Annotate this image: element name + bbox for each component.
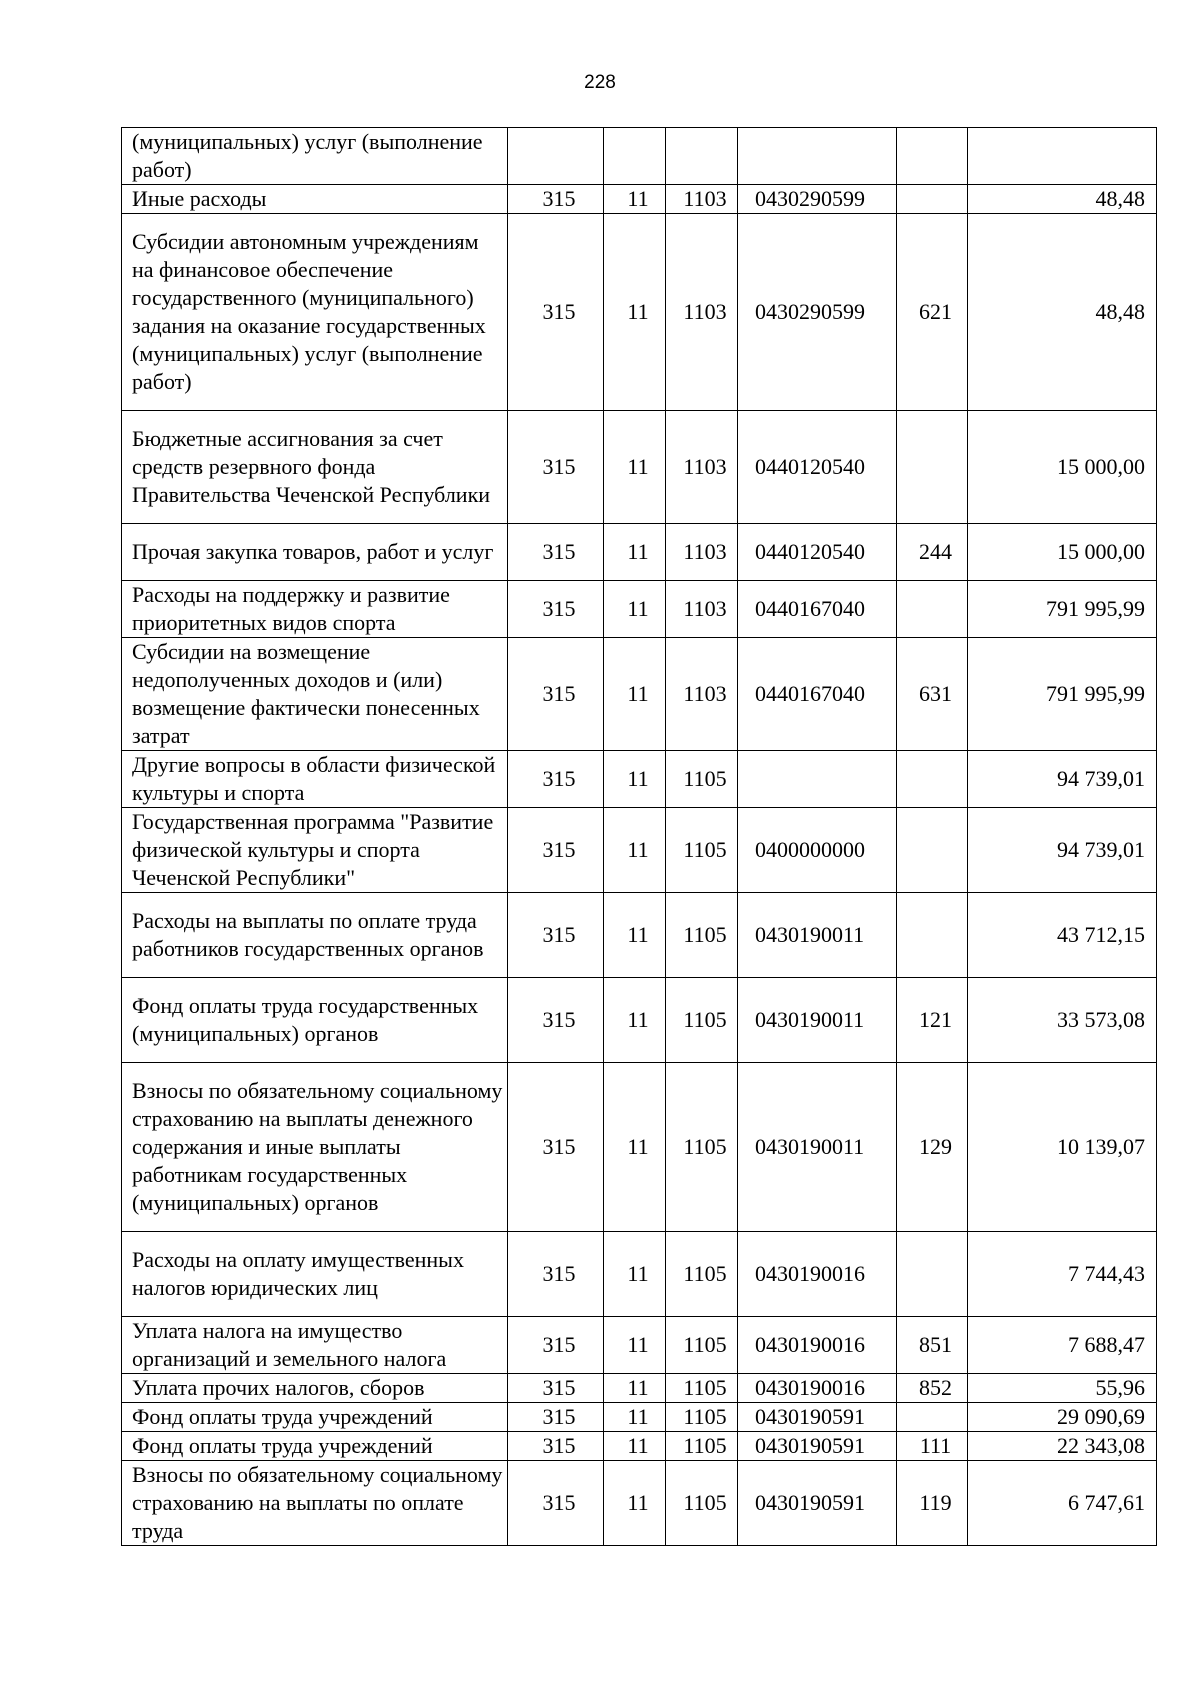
table-row [122,1461,1157,1546]
row-pr: 1105 [666,1461,738,1546]
row-rz: 11 [604,978,666,1063]
row-sum: 791 995,99 [968,638,1157,751]
row-sum: 15 000,00 [968,411,1157,524]
row-pr [666,128,738,185]
budget-table [121,127,1157,1546]
row-vr: 851 [897,1317,968,1374]
row-pr: 1103 [666,214,738,411]
row-pr: 1105 [666,751,738,808]
row-name: Иные расходы [122,185,508,214]
row-sum: 94 739,01 [968,808,1157,893]
table-row [122,524,1157,581]
row-pr: 1105 [666,1432,738,1461]
row-rz: 11 [604,808,666,893]
row-vr [897,581,968,638]
table-row [122,581,1157,638]
row-sum: 33 573,08 [968,978,1157,1063]
row-pr: 1105 [666,1063,738,1232]
row-name: Другие вопросы в области физической культуры и спорта [122,751,508,808]
row-vr [897,185,968,214]
row-vr [897,411,968,524]
row-grbs: 315 [508,1432,604,1461]
row-sum: 29 090,69 [968,1403,1157,1432]
row-rz: 11 [604,185,666,214]
row-sum: 22 343,08 [968,1432,1157,1461]
row-grbs: 315 [508,638,604,751]
table-row [122,638,1157,751]
table-row [122,1374,1157,1403]
row-sum: 48,48 [968,214,1157,411]
row-name: (муниципальных) услуг (выполнение работ) [122,128,508,185]
row-name: Бюджетные ассигнования за счет средств резервного фонда Правительства Чеченской Республики [122,411,508,524]
row-sum: 7 744,43 [968,1232,1157,1317]
row-grbs: 315 [508,751,604,808]
row-grbs: 315 [508,1232,604,1317]
row-rz: 11 [604,1063,666,1232]
row-grbs: 315 [508,1317,604,1374]
row-tsr: 0430190016 [738,1317,897,1374]
row-tsr: 0430290599 [738,214,897,411]
row-vr: 631 [897,638,968,751]
row-pr: 1103 [666,185,738,214]
row-name: Расходы на оплату имущественных налогов юридических лиц [122,1232,508,1317]
row-tsr: 0430190591 [738,1461,897,1546]
row-name: Прочая закупка товаров, работ и услуг [122,524,508,581]
row-rz: 11 [604,1403,666,1432]
table-row [122,893,1157,978]
row-sum: 15 000,00 [968,524,1157,581]
row-vr [897,1232,968,1317]
row-sum: 55,96 [968,1374,1157,1403]
row-rz: 11 [604,1232,666,1317]
row-name: Субсидии на возмещение недополученных доходов и (или) возмещение фактически понесенных затрат [122,638,508,751]
table-body [122,128,1157,1546]
row-name: Фонд оплаты труда учреждений [122,1432,508,1461]
page-number: 228 [584,72,616,93]
row-pr: 1103 [666,581,738,638]
row-pr: 1103 [666,411,738,524]
row-name: Уплата налога на имущество организаций и земельного налога [122,1317,508,1374]
row-sum: 43 712,15 [968,893,1157,978]
row-sum: 791 995,99 [968,581,1157,638]
row-rz: 11 [604,214,666,411]
row-rz: 11 [604,1461,666,1546]
row-pr: 1105 [666,1374,738,1403]
row-name: Уплата прочих налогов, сборов [122,1374,508,1403]
row-name: Государственная программа "Развитие физической культуры и спорта Чеченской Республики" [122,808,508,893]
row-pr: 1103 [666,524,738,581]
row-tsr [738,751,897,808]
row-rz: 11 [604,411,666,524]
row-grbs: 315 [508,1461,604,1546]
row-tsr: 0430190591 [738,1403,897,1432]
row-tsr: 0430190016 [738,1374,897,1403]
row-pr: 1103 [666,638,738,751]
row-rz: 11 [604,893,666,978]
row-tsr: 0440167040 [738,638,897,751]
row-grbs: 315 [508,1374,604,1403]
row-tsr: 0440167040 [738,581,897,638]
row-pr: 1105 [666,808,738,893]
row-grbs: 315 [508,185,604,214]
row-name: Фонд оплаты труда государственных (муниципальных) органов [122,978,508,1063]
table-row [122,808,1157,893]
row-sum: 94 739,01 [968,751,1157,808]
row-vr [897,1403,968,1432]
row-pr: 1105 [666,978,738,1063]
table-row [122,1317,1157,1374]
row-rz: 11 [604,638,666,751]
row-tsr: 0430190011 [738,978,897,1063]
row-tsr: 0440120540 [738,411,897,524]
row-vr: 852 [897,1374,968,1403]
row-vr: 129 [897,1063,968,1232]
row-rz: 11 [604,524,666,581]
table-row [122,128,1157,185]
row-tsr [738,128,897,185]
row-grbs: 315 [508,214,604,411]
row-grbs: 315 [508,893,604,978]
row-vr: 621 [897,214,968,411]
row-rz: 11 [604,581,666,638]
row-vr: 121 [897,978,968,1063]
row-name: Взносы по обязательному социальному страхованию на выплаты денежного содержания и иные выплаты работникам государственных (муниципальных) органов [122,1063,508,1232]
row-grbs [508,128,604,185]
row-grbs: 315 [508,978,604,1063]
row-grbs: 315 [508,581,604,638]
row-pr: 1105 [666,1232,738,1317]
row-rz: 11 [604,1374,666,1403]
row-sum [968,128,1157,185]
row-name: Расходы на выплаты по оплате труда работников государственных органов [122,893,508,978]
row-tsr: 0430190591 [738,1432,897,1461]
row-sum: 10 139,07 [968,1063,1157,1232]
row-name: Взносы по обязательному социальному страхованию на выплаты по оплате труда [122,1461,508,1546]
table-row [122,1403,1157,1432]
table-row [122,1063,1157,1232]
row-name: Расходы на поддержку и развитие приоритетных видов спорта [122,581,508,638]
row-vr [897,808,968,893]
row-vr: 111 [897,1432,968,1461]
row-pr: 1105 [666,1317,738,1374]
row-rz: 11 [604,1317,666,1374]
row-tsr: 0430190011 [738,893,897,978]
row-vr: 244 [897,524,968,581]
table-row [122,1432,1157,1461]
row-grbs: 315 [508,411,604,524]
row-vr: 119 [897,1461,968,1546]
row-tsr: 0430190016 [738,1232,897,1317]
row-pr: 1105 [666,893,738,978]
table-row [122,411,1157,524]
row-sum: 48,48 [968,185,1157,214]
row-tsr: 0440120540 [738,524,897,581]
table-row [122,978,1157,1063]
row-vr [897,893,968,978]
row-rz: 11 [604,1432,666,1461]
row-grbs: 315 [508,524,604,581]
row-vr [897,128,968,185]
row-rz: 11 [604,751,666,808]
row-tsr: 0430190011 [738,1063,897,1232]
row-vr [897,751,968,808]
row-grbs: 315 [508,1063,604,1232]
table-row [122,751,1157,808]
row-tsr: 0430290599 [738,185,897,214]
row-name: Субсидии автономным учреждениям на финансовое обеспечение государственного (муниципального) задания на оказание государственных (муниципальных) услуг (выполнение работ) [122,214,508,411]
row-grbs: 315 [508,1403,604,1432]
row-pr: 1105 [666,1403,738,1432]
row-sum: 6 747,61 [968,1461,1157,1546]
table-row [122,1232,1157,1317]
row-grbs: 315 [508,808,604,893]
row-name: Фонд оплаты труда учреждений [122,1403,508,1432]
table-row [122,214,1157,411]
row-rz [604,128,666,185]
table-row [122,185,1157,214]
row-sum: 7 688,47 [968,1317,1157,1374]
row-tsr: 0400000000 [738,808,897,893]
